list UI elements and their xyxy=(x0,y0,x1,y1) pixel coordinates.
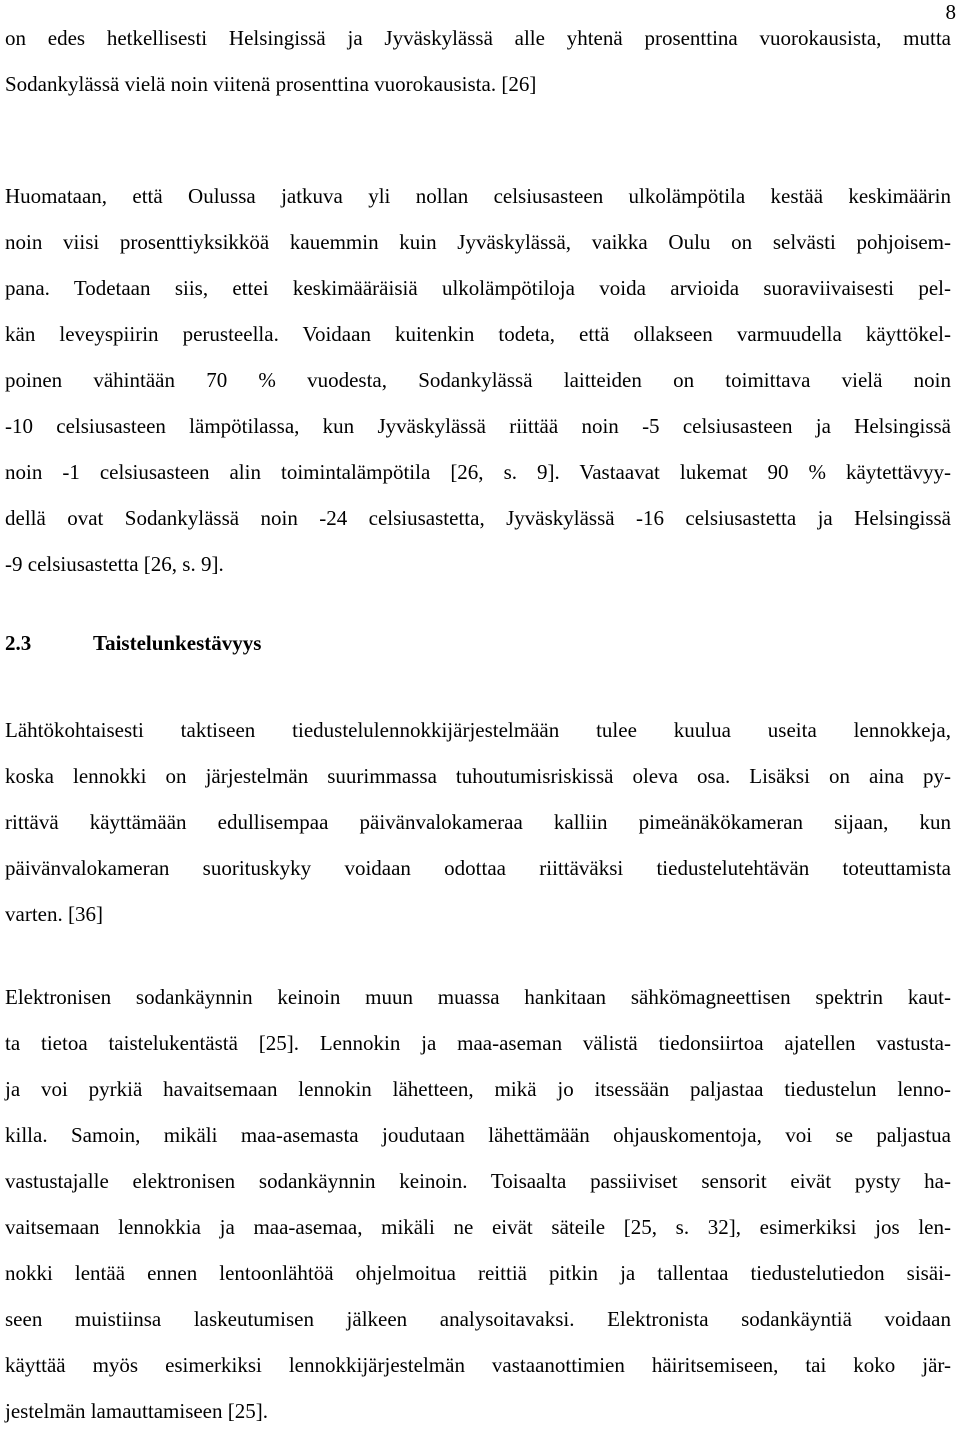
section-number: 2.3 xyxy=(5,631,32,655)
text-line: Lähtökohtaisesti taktiseen tiedustelulennokkijärjestelmään tulee kuulua useita lennokkeja, xyxy=(5,718,951,742)
section-title: Taistelunkestävyys xyxy=(93,631,262,655)
text-line: noin -1 celsiusasteen alin toimintalämpötila [26, s. 9]. Vastaavat lukemat 90 % käytettävyy- xyxy=(5,460,951,484)
text-line: ja voi pyrkiä havaitsemaan lennokin lähetteen, mikä jo itsessään paljastaa tiedustelun lenno- xyxy=(5,1077,951,1101)
paragraph-4 xyxy=(5,974,951,1434)
text-line: -9 celsiusastetta [26, s. 9]. xyxy=(5,552,224,576)
text-line: vastustajalle elektronisen sodankäynnin keinoin. Toisaalta passiiviset sensorit eivät pysty ha- xyxy=(5,1169,951,1193)
text-line: noin viisi prosenttiyksikköä kauemmin kuin Jyväskylässä, vaikka Oulu on selvästi pohjoisem- xyxy=(5,230,951,254)
text-line: vaitsemaan lennokkia ja maa-asemaa, mikäli ne eivät säteile [25, s. 32], esimerkiksi jos len- xyxy=(5,1215,951,1239)
text-line: -10 celsiusasteen lämpötilassa, kun Jyväskylässä riittää noin -5 celsiusasteen ja Helsingissä xyxy=(5,414,951,438)
text-line: killa. Samoin, mikäli maa-asemasta joudutaan lähettämään ohjauskomentoja, voi se paljastua xyxy=(5,1123,951,1147)
text-line: käyttää myös esimerkiksi lennokkijärjestelmän vastaanottimien häiritsemiseen, tai koko jär- xyxy=(5,1353,951,1377)
text-line: kän leveyspiirin perusteella. Voidaan kuitenkin todeta, että ollakseen varmuudella käyttökel- xyxy=(5,322,951,346)
text-line: rittävä käyttämään edullisempaa päivänvalokameraa kalliin pimeänäkökameran sijaan, kun xyxy=(5,810,951,834)
paragraph-3 xyxy=(5,707,951,937)
page-number: 8 xyxy=(945,0,956,24)
text-line: nokki lentää ennen lentoonlähtöä ohjelmoitua reittiä pitkin ja tallentaa tiedustelutiedon sisäi- xyxy=(5,1261,951,1285)
text-line: dellä ovat Sodankylässä noin -24 celsiusastetta, Jyväskylässä -16 celsiusastetta ja Helsingissä xyxy=(5,506,951,530)
text-line: seen muistiinsa laskeutumisen jälkeen analysoitavaksi. Elektronista sodankäyntiä voidaan xyxy=(5,1307,951,1331)
text-line: Elektronisen sodankäynnin keinoin muun muassa hankitaan sähkömagneettisen spektrin kaut- xyxy=(5,985,951,1009)
text-line: jestelmän lamauttamiseen [25]. xyxy=(5,1399,268,1423)
text-line: ta tietoa taistelukentästä [25]. Lennokin ja maa-aseman välistä tiedonsiirtoa ajatellen vastusta- xyxy=(5,1031,951,1055)
text-line: Huomataan, että Oulussa jatkuva yli nollan celsiusasteen ulkolämpötila kestää keskimäärin xyxy=(5,184,951,208)
text-line: Sodankylässä vielä noin viitenä prosenttina vuorokausista. [26] xyxy=(5,72,537,96)
text-line: pana. Todetaan siis, ettei keskimääräisiä ulkolämpötiloja voida arvioida suoraviivaisesti pel- xyxy=(5,276,951,300)
section-heading xyxy=(5,620,261,666)
text-line: varten. [36] xyxy=(5,902,103,926)
text-line: on edes hetkellisesti Helsingissä ja Jyväskylässä alle yhtenä prosenttina vuorokausista, mutta xyxy=(5,26,951,50)
paragraph-1 xyxy=(5,15,951,107)
text-line: päivänvalokameran suorituskyky voidaan odottaa riittäväksi tiedustelutehtävän toteuttamista xyxy=(5,856,951,880)
paragraph-2 xyxy=(5,173,951,587)
text-line: koska lennokki on järjestelmän suurimmassa tuhoutumisriskissä oleva osa. Lisäksi on aina py- xyxy=(5,764,951,788)
text-line: poinen vähintään 70 % vuodesta, Sodankylässä laitteiden on toimittava vielä noin xyxy=(5,368,951,392)
